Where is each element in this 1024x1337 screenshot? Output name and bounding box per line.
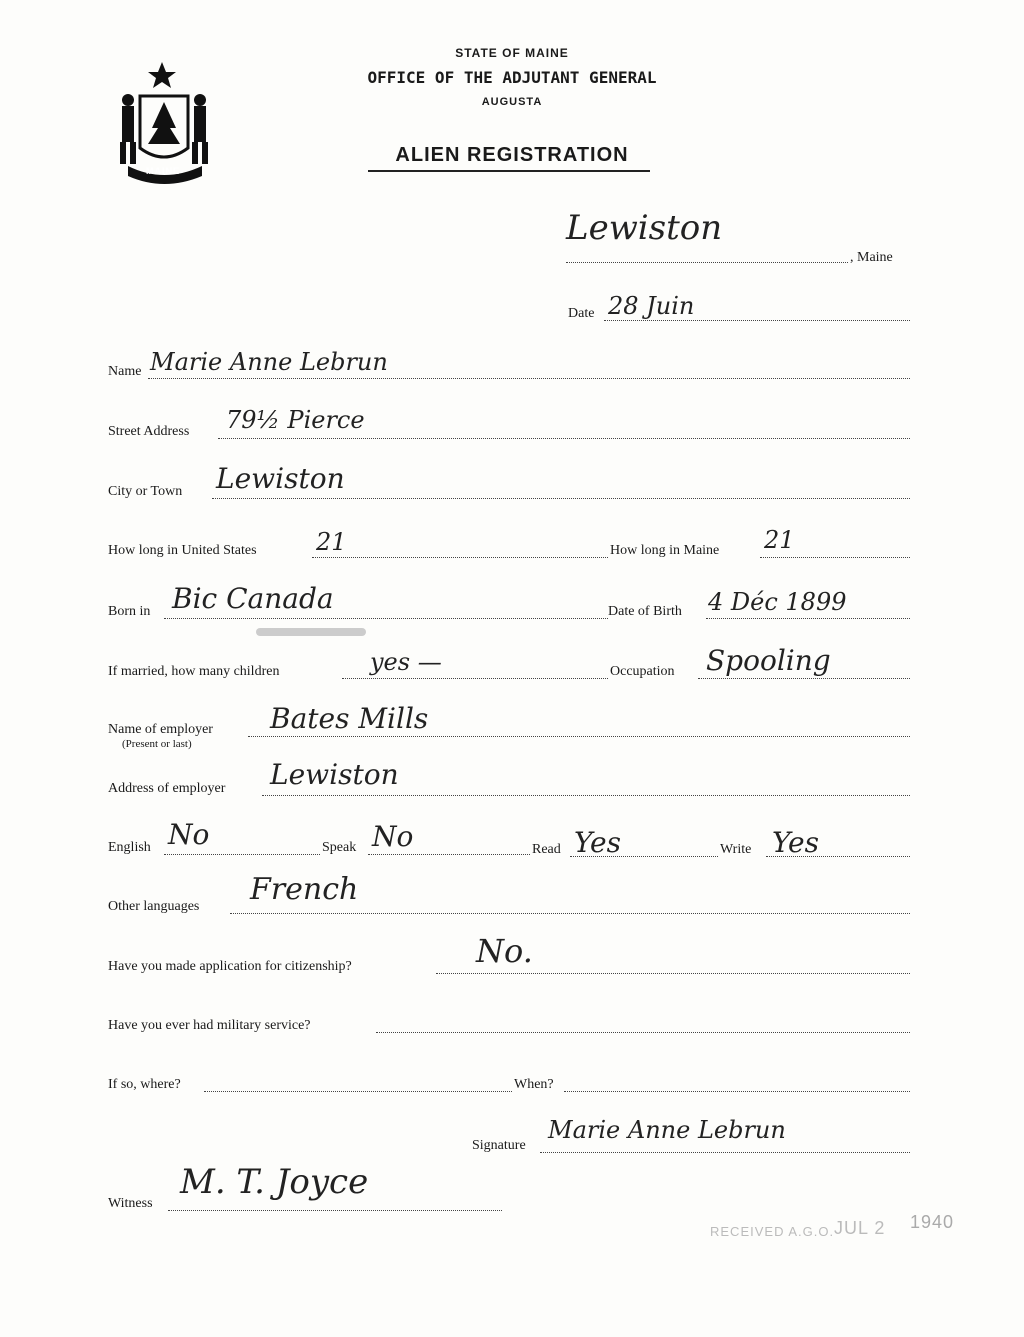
employer-line — [248, 736, 910, 737]
witness-value: M. T. Joyce — [180, 1162, 369, 1202]
read-value: Yes — [574, 826, 621, 859]
received-stamp: RECEIVED A.G.O. — [710, 1224, 835, 1239]
english-label: English — [108, 840, 151, 855]
citizenship-label: Have you made application for citizenship? — [108, 959, 352, 974]
speak-label: Speak — [322, 840, 357, 855]
occupation-line — [698, 678, 910, 679]
write-label: Write — [720, 842, 752, 857]
signature-line — [540, 1152, 910, 1153]
us-years-value: 21 — [316, 528, 347, 556]
english-value: No — [168, 818, 210, 851]
witness-label: Witness — [108, 1196, 153, 1211]
employer-address-value: Lewiston — [270, 758, 399, 791]
witness-line — [168, 1210, 502, 1211]
born-line — [164, 618, 608, 619]
signature-label: Signature — [472, 1138, 526, 1153]
title-underline — [368, 170, 650, 172]
header-city: AUGUSTA — [481, 96, 543, 108]
other-lang-value: French — [250, 872, 359, 907]
us-years-line — [312, 557, 608, 558]
dob-value: 4 Déc 1899 — [708, 588, 847, 616]
date-line — [604, 320, 910, 321]
name-label: Name — [108, 364, 142, 379]
occupation-value: Spooling — [706, 644, 831, 677]
town-value: Lewiston — [566, 208, 723, 248]
speak-value: No — [372, 820, 414, 853]
name-value: Marie Anne Lebrun — [150, 348, 388, 376]
citizenship-value: No. — [476, 932, 533, 970]
where-label: If so, where? — [108, 1077, 181, 1092]
seal-lettering: MAINE — [146, 166, 180, 176]
street-value: 79½ Pierce — [226, 406, 365, 434]
children-line — [342, 678, 608, 679]
occupation-label: Occupation — [610, 664, 675, 679]
date-label: Date — [568, 306, 595, 321]
born-value: Bic Canada — [172, 582, 334, 615]
born-label: Born in — [108, 604, 151, 619]
maine-years-line — [760, 557, 910, 558]
signature-value: Marie Anne Lebrun — [548, 1116, 786, 1144]
city-label: City or Town — [108, 484, 183, 499]
children-value: yes — — [370, 648, 442, 676]
english-line — [164, 854, 320, 855]
employer-address-line — [262, 795, 910, 796]
write-value: Yes — [772, 826, 819, 859]
header-state: STATE OF MAINE — [455, 46, 569, 60]
city-value: Lewiston — [216, 462, 345, 495]
military-line — [376, 1032, 910, 1033]
form-title: ALIEN REGISTRATION — [395, 144, 629, 166]
read-label: Read — [532, 842, 561, 857]
employer-note: (Present or last) — [122, 738, 192, 750]
ink-smear — [256, 628, 366, 636]
town-line — [566, 262, 848, 263]
us-years-label: How long in United States — [108, 543, 257, 558]
received-stamp-date: JUL 2 — [834, 1218, 886, 1238]
header-office: OFFICE OF THE ADJUTANT GENERAL — [367, 68, 657, 87]
other-lang-line — [230, 913, 910, 914]
name-line — [148, 378, 910, 379]
maine-label: , Maine — [850, 250, 893, 265]
maine-years-value: 21 — [764, 526, 795, 554]
when-label: When? — [514, 1077, 554, 1092]
where-line — [204, 1091, 512, 1092]
citizenship-line — [436, 973, 910, 974]
dob-label: Date of Birth — [608, 604, 682, 619]
employer-value: Bates Mills — [270, 702, 429, 735]
speak-line — [368, 854, 530, 855]
when-line — [564, 1091, 910, 1092]
employer-label: Name of employer — [108, 722, 213, 737]
city-line — [212, 498, 910, 499]
date-value: 28 Juin — [608, 292, 695, 320]
dob-line — [706, 618, 910, 619]
street-label: Street Address — [108, 424, 190, 439]
employer-address-label: Address of employer — [108, 781, 226, 796]
other-lang-label: Other languages — [108, 899, 200, 914]
military-label: Have you ever had military service? — [108, 1018, 311, 1033]
street-line — [218, 438, 910, 439]
maine-years-label: How long in Maine — [610, 543, 720, 558]
children-label: If married, how many children — [108, 664, 280, 679]
received-stamp-year: 1940 — [910, 1212, 955, 1232]
